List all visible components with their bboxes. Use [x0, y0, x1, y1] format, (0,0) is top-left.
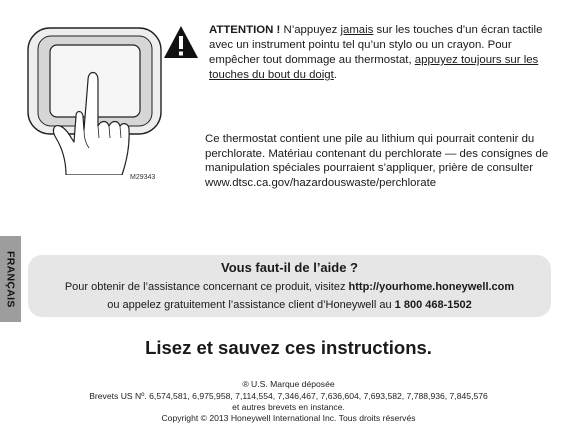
help-box [28, 255, 551, 317]
warning-triangle-icon [163, 25, 199, 59]
help-phone-number: 1 800 468-1502 [394, 299, 472, 311]
save-instructions-heading: Lisez et sauvez ces instructions. [145, 337, 432, 358]
perchlorate-text: Ce thermostat contient une pile au lithium qui pourrait contenir du perchlorate. Matériau contenant du perchlorate — des consignes de manipulation spéciales pourraient s’appliquer, prière de consulter [205, 133, 549, 175]
warning-fingertip-instruction: appuyez toujours sur les touches du bout du doigt [209, 54, 539, 81]
warning-never-emphasis: jamais [340, 24, 374, 36]
help-title: Vous faut-il de l’aide ? [221, 260, 358, 275]
help-website-text: Pour obtenir de l’assistance concernant ce produit, visitez [64, 281, 349, 293]
footer-trademark: ® U.S. Marque déposée [242, 379, 335, 389]
footer-patents: Brevets US Nº. 6,574,581, 6,975,958, 7,114,554, 7,346,467, 7,636,604, 7,693,582, 7,788,936, 7,845,576 [89, 391, 488, 401]
language-side-tab [0, 236, 21, 322]
warning-text-part-2: sur les touches d’un écran tactile avec un instrument pointu tel qu’un stylo ou un crayon. Pour empêcher tout dommage au thermostat, [209, 24, 543, 66]
help-phone-line [28, 299, 551, 311]
help-website-link[interactable]: http://yourhome.honeywell.com [348, 281, 515, 293]
footer-other-patents: et autres brevets en instance. [232, 402, 345, 412]
figure-code: M29343 [130, 174, 156, 181]
language-side-tab-label: FRANÇAIS [4, 250, 17, 308]
footer-copyright: Copyright © 2013 Honeywell International Inc. Tous droits réservés [161, 413, 416, 423]
help-website-line [28, 281, 551, 293]
thermostat-touch-illustration [26, 20, 166, 175]
warning-text-part-1: N’appuyez [280, 24, 341, 36]
warning-text [209, 23, 554, 83]
warning-text-end: . [333, 69, 337, 81]
perchlorate-url: www.dtsc.ca.gov/hazardouswaste/perchlorate [205, 177, 437, 190]
help-phone-text: ou appelez gratuitement l’assistance client d’Honeywell au [107, 299, 395, 311]
warning-heading: ATTENTION ! [209, 24, 281, 36]
perchlorate-notice [205, 132, 560, 191]
